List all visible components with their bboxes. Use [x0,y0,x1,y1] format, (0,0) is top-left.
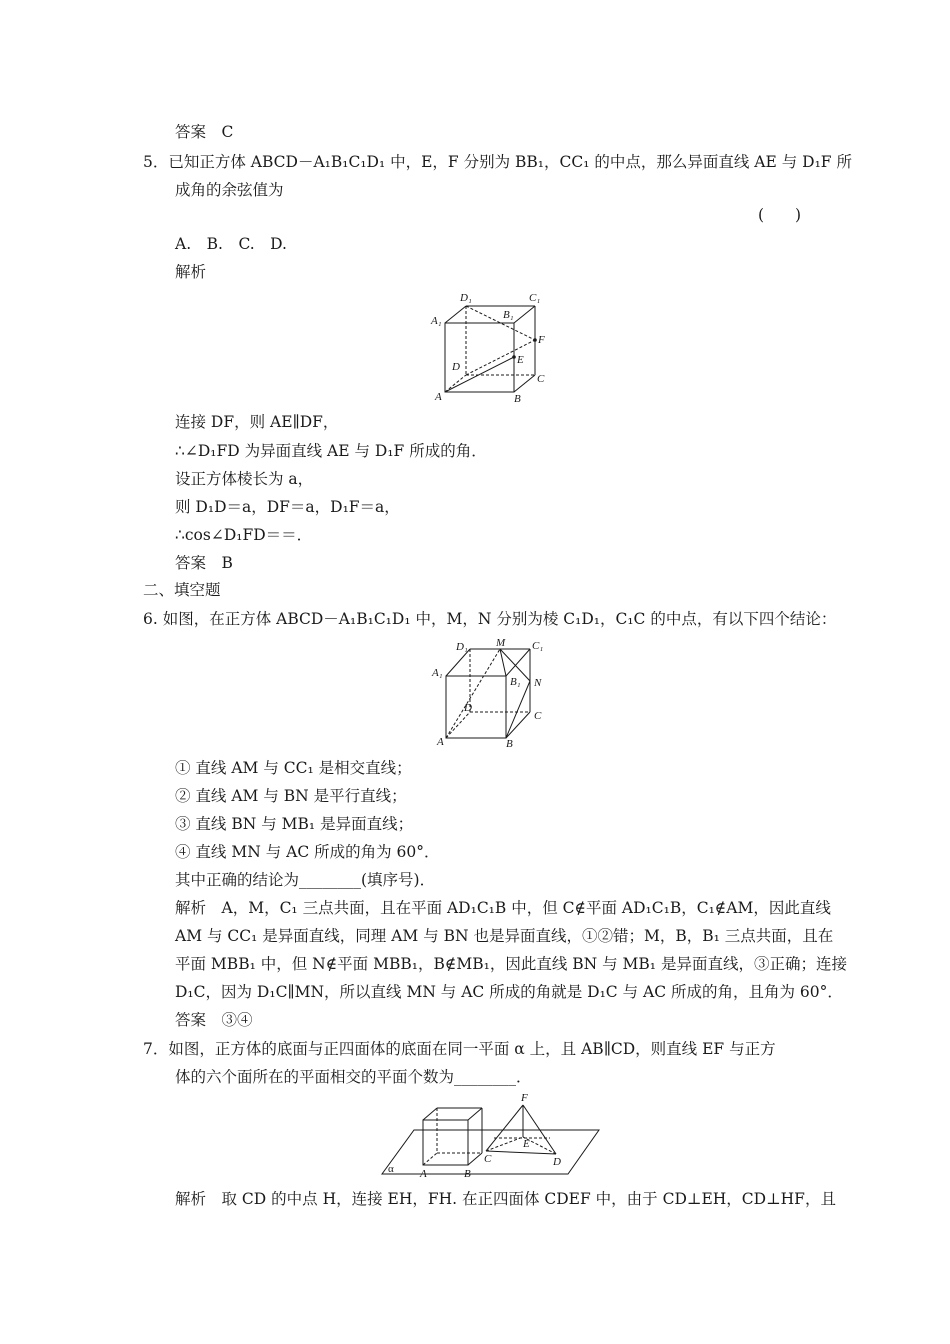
q7-stem-line1: 7．如图，正方体的底面与正四面体的底面在同一平面 α 上，且 AB∥CD，则直线 EF 与正方 [143,1040,776,1058]
q7-label-alpha: α [388,1163,394,1175]
q5-answer-paren: ( ) [758,206,802,224]
q5-answer: 答案 B [175,554,233,572]
q5-options: A. B. C. D. [175,235,287,253]
q6-label-c1: C₁ [532,640,544,652]
q5-label-e: E [517,354,524,366]
q6-analysis-line4: D₁C，因为 D₁C∥MN，所以直线 MN 与 AC 所成的角就是 D₁C 与 AC 所成的角，且角为 60°． [175,983,843,1001]
q5-stem-line2: 成角的余弦值为 [175,181,284,199]
q6-statement-4: ④ 直线 MN 与 AC 所成的角为 60°． [175,843,440,861]
q7-figure [378,1090,603,1180]
q6-statement-2: ② 直线 AM 与 BN 是平行直线； [175,787,407,805]
q6-analysis-line1: 解析 A，M，C₁ 三点共面，且在平面 AD₁C₁B 中，但 C∉平面 AD₁C₁B，C₁∉AM，因此直线 [175,899,831,917]
q5-label-b: B [514,393,521,405]
q6-analysis-line2: AM 与 CC₁ 是异面直线，同理 AM 与 BN 也是异面直线，①②错；M，B，B₁ 三点共面，且在 [175,927,834,945]
q5-cube-figure [425,286,555,406]
q5-label-c1: C₁ [529,292,541,304]
q7-cube-front-face [423,1120,468,1165]
q6-statement-3: ③ 直线 BN 与 MB₁ 是异面直线； [175,815,414,833]
q6-label-m: M [496,637,506,649]
q6-label-a: A [437,736,444,748]
q5-solution-line5: ∴cos∠D₁FD＝＝． [175,526,313,544]
q7-label-c: C [484,1153,492,1165]
q5-solution-line4: 则 D₁D＝a，DF＝a，D₁F＝a， [175,498,400,516]
q5-label-d: D [452,361,460,373]
q7-label-f: F [521,1092,528,1104]
q6-label-b: B [506,738,513,750]
q6-label-n: N [534,677,542,689]
q6-cube-figure [428,636,558,751]
q5-label-a1: A₁ [431,315,442,327]
q5-label-b1: B₁ [503,309,514,321]
q7-label-b: B [464,1168,471,1180]
q5-label-f: F [538,334,545,346]
q7-stem-line2: 体的六个面所在的平面相交的平面个数为________． [175,1068,532,1086]
q5-cube-front-face [445,323,514,392]
q5-label-c: C [537,373,545,385]
q6-label-d: D [464,702,472,714]
q6-stem: 6. 如图，在正方体 ABCD－A₁B₁C₁D₁ 中，M，N 分别为棱 C₁D₁，C₁C 的中点，有以下四个结论： [143,610,837,628]
q7-label-d: D [553,1156,561,1168]
q4-answer: 答案 C [175,123,234,141]
q5-solution-line3: 设正方体棱长为 a， [175,470,314,488]
q7-label-a: A [420,1168,427,1180]
q5-label-a: A [435,391,442,403]
q6-label-d1: D₁ [456,641,468,653]
q6-label-a1: A₁ [432,667,443,679]
q5-analysis-label: 解析 [175,263,207,281]
q5-stem-line1: 5．已知正方体 ABCD－A₁B₁C₁D₁ 中，E，F 分别为 BB₁，CC₁ 的中点，那么异面直线 AE 与 D₁F 所 [143,153,852,171]
q6-statement-1: ① 直线 AM 与 CC₁ 是相交直线； [175,759,412,777]
q5-solution-line1: 连接 DF，则 AE∥DF， [175,413,339,431]
q6-answer: 答案 ③④ [175,1011,253,1029]
q6-blank-line: 其中正确的结论为________(填序号)． [175,871,436,889]
q5-label-d1: D₁ [460,292,472,304]
q6-label-b1: B₁ [510,676,521,688]
q7-plane-alpha [382,1130,599,1174]
q5-solution-line2: ∴∠D₁FD 为异面直线 AE 与 D₁F 所成的角． [175,442,487,460]
section2-title: 二、填空题 [143,581,221,599]
q7-analysis-line1: 解析 取 CD 的中点 H，连接 EH，FH. 在正四面体 CDEF 中，由于 CD⊥EH，CD⊥HF，且 [175,1190,836,1208]
q7-label-e: E [523,1138,530,1150]
q6-label-c: C [534,710,542,722]
q6-analysis-line3: 平面 MBB₁ 中，但 N∉平面 MBB₁，B∉MB₁，因此直线 BN 与 MB₁ 是异面直线，③正确；连接 [175,955,847,973]
